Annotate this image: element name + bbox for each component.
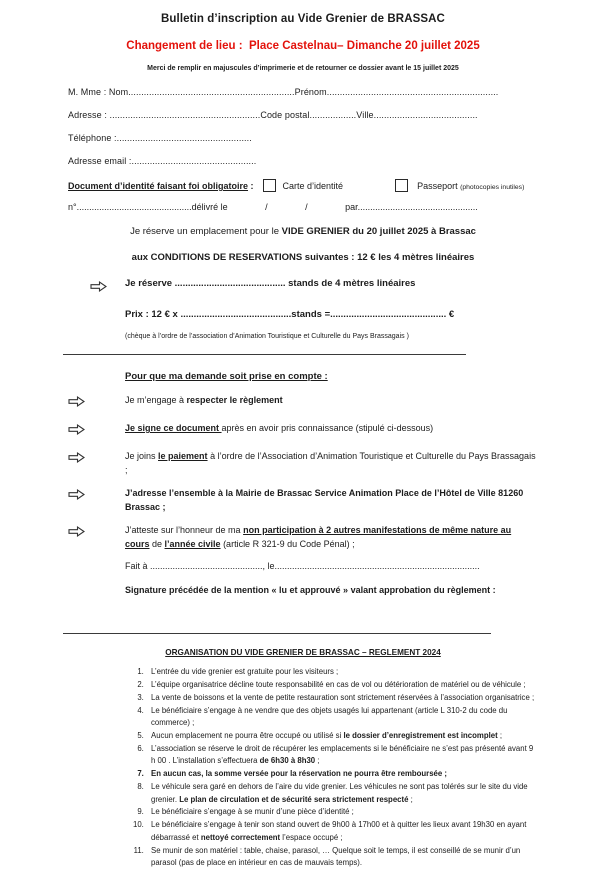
- passport-label: Passeport: [417, 181, 458, 191]
- regulation-item: 10. Le bénéficiaire s’engage à tenir son stand ouvert de 9h00 à 17h00 et à quitter les lieux avant 19h30 en ayant débarrassé et nettoyé correctement l’espace occupé ;: [146, 819, 538, 844]
- id-card-label: Carte d’identité: [282, 181, 344, 191]
- arrow-icon: [90, 281, 107, 292]
- regulation-item: 7. En aucun cas, la somme versée pour la réservation ne pourra être remboursée ;: [146, 768, 538, 780]
- regulation-item: 11. Se munir de son matériel : table, chaise, parasol, … Quelque soit le temps, il est conseillé de se munir d’un parasol (pas de place en intérieur en cas de mauvais temps).: [146, 845, 538, 870]
- regulation-item: 9. Le bénéficiaire s’engage à se munir d’une pièce d’identité ;: [146, 806, 538, 818]
- condition-item: Je joins le paiement à l’ordre de l’Association d’Animation Touristique et Culturelle du Pays Brassagais ;: [68, 450, 538, 477]
- regulation-item: 1. L’entrée du vide grenier est gratuite pour les visiteurs ;: [146, 666, 538, 678]
- regulation-item: 4. Le bénéficiaire s’engage à ne vendre que des objets usagés lui appartenant (article L 310-2 du code du commerce) ;: [146, 705, 538, 730]
- condition-item: Je m’engage à respecter le règlement: [68, 394, 538, 412]
- regulation-item: 3. La vente de boissons et la vente de petite restauration sont strictement réservées à l’association organisatrice ;: [146, 692, 538, 704]
- id-document-label: Document d’identité faisant foi obligatoire: [68, 181, 249, 191]
- page-title: Bulletin d’inscription au Vide Grenier de BRASSAC: [161, 13, 445, 25]
- regulation-item: 5. Aucun emplacement ne pourra être occupé ou utilisé si le dossier d’enregistrement est incomplet ;: [146, 730, 538, 742]
- id-card-checkbox[interactable]: [263, 179, 276, 192]
- regulations-heading: ORGANISATION DU VIDE GRENIER DE BRASSAC – REGLEMENT 2024: [165, 648, 441, 657]
- arrow-icon: [68, 396, 85, 407]
- reserve-block: [68, 278, 538, 340]
- regulation-item: 8. Le véhicule sera garé en dehors de l’aire du vide grenier. Les véhicules ne sont pas tolérés sur le site du vide grenier. Le plan de circulation et de sécurité sera strictement respecté ;: [146, 781, 538, 806]
- section-divider-top: [63, 354, 466, 355]
- section-divider-bottom: [63, 633, 491, 634]
- arrow-icon: [68, 526, 85, 537]
- address-field-line[interactable]: Adresse : ..........................................................Code postal..................Ville........................................: [68, 110, 478, 120]
- regulation-item: 6. L’association se réserve le droit de récupérer les emplacements si le bénéficiaire ne s’est pas présenté avant 9 h 00 . L’installation s’effectuera de 6h30 à 8h30 ;: [146, 743, 538, 768]
- reservation-conditions: aux CONDITIONS DE RESERVATIONS suivantes : 12 € les 4 mètres linéaires: [131, 252, 475, 263]
- location-change-subtitle: Changement de lieu : Place Castelnau– Dimanche 20 juillet 2025: [126, 40, 480, 52]
- conditions-heading: Pour que ma demande soit prise en compte :: [125, 371, 328, 382]
- signature-instruction: Signature précédée de la mention « lu et approuvé » valant approbation du règlement :: [125, 585, 496, 595]
- price-line[interactable]: Prix : 12 € x ..........................................stands =............................................ €: [125, 309, 455, 320]
- phone-field-line[interactable]: Téléphone :....................................................: [68, 133, 252, 143]
- condition-item: Je signe ce document après en avoir pris connaissance (stipulé ci-dessous): [68, 422, 538, 440]
- arrow-icon: [68, 489, 85, 500]
- id-number-line[interactable]: n°..............................................délivré le / / par................................................: [68, 202, 478, 212]
- arrow-icon: [68, 424, 85, 435]
- id-document-line: Document d’identité faisant foi obligatoire : Carte d’identité Passeport (photocopies inutiles): [68, 181, 525, 191]
- condition-item: J’adresse l’ensemble à la Mairie de Brassac Service Animation Place de l’Hôtel de Ville 81260 Brassac ;: [68, 487, 538, 514]
- photocopies-note: (photocopies inutiles): [460, 184, 525, 191]
- reserve-count-line[interactable]: Je réserve .......................................... stands de 4 mètres linéaires: [125, 278, 416, 289]
- fait-line[interactable]: Fait à ............................................., le..................................................................................: [125, 561, 480, 571]
- price-row: [68, 309, 538, 321]
- condition-item: J’atteste sur l’honneur de ma non participation à 2 autres manifestations de même nature au cours de l’année civile (article R 321-9 du Code Pénal) ;: [68, 524, 538, 551]
- email-field-line[interactable]: Adresse email :................................................: [68, 156, 257, 166]
- passport-checkbox[interactable]: [395, 179, 408, 192]
- regulations-list: [125, 666, 538, 870]
- regulation-item: 2. L’équipe organisatrice décline toute responsabilité en cas de vol ou détérioration de matériel ou de véhicule ;: [146, 679, 538, 691]
- reserve-count-row: [68, 278, 538, 297]
- fill-instructions-note: Merci de remplir en majuscules d’imprimerie et de retourner ce dossier avant le 15 juillet 2025: [147, 65, 459, 72]
- arrow-icon: [68, 452, 85, 463]
- name-field-line[interactable]: M. Mme : Nom................................................................Prénom..................................................................: [68, 87, 499, 97]
- cheque-note: (chèque à l’ordre de l’association d’Animation Touristique et Culturelle du Pays Brassagais ): [125, 333, 409, 340]
- reservation-statement: Je réserve un emplacement pour le VIDE GRENIER du 20 juillet 2025 à Brassac: [130, 226, 476, 237]
